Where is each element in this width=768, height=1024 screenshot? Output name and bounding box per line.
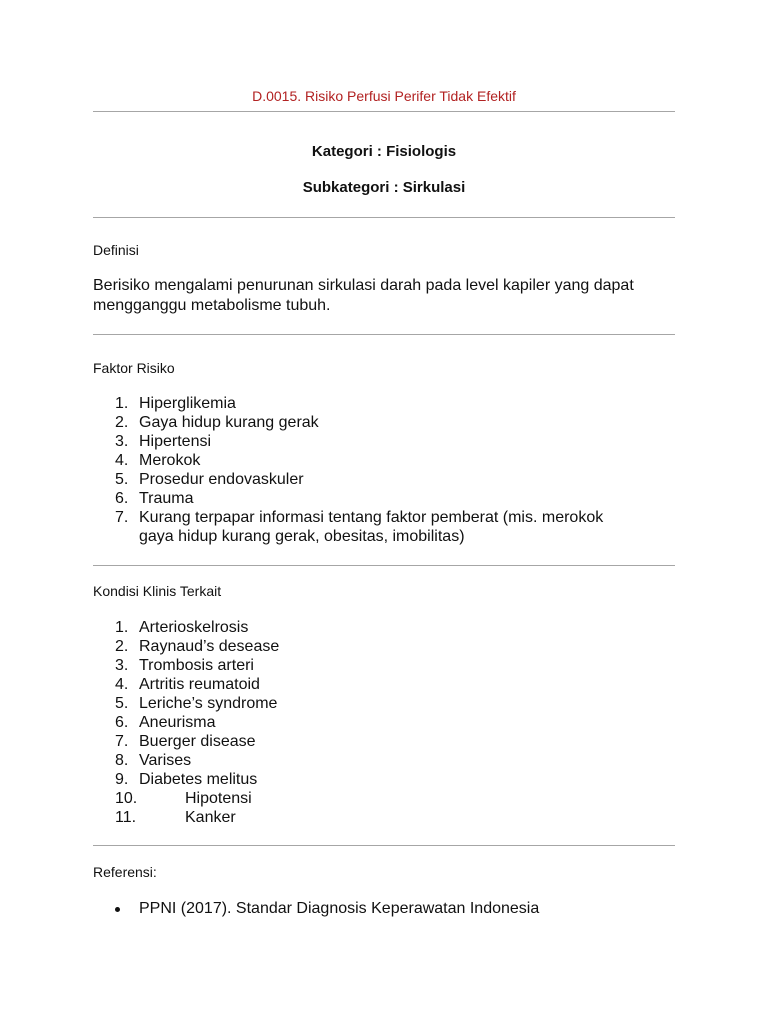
list-item	[93, 808, 675, 827]
list-item-text: Leriche’s syndrome	[139, 695, 278, 712]
list-number: 6.	[115, 490, 129, 507]
list-item	[93, 489, 675, 508]
list-number: 2.	[115, 638, 129, 655]
faktor-risiko-list	[93, 394, 675, 546]
kondisi-klinis-list	[93, 618, 675, 827]
list-item	[93, 656, 675, 675]
referensi-list	[93, 899, 539, 919]
definisi-label: Definisi	[93, 242, 139, 258]
list-number: 6.	[115, 714, 129, 731]
list-number: 8.	[115, 752, 129, 769]
list-item-text: Hipotensi	[185, 790, 252, 807]
list-number: 11.	[115, 809, 137, 826]
list-number: 9.	[115, 771, 129, 788]
list-item-text: Kurang terpapar informasi tentang faktor pemberat (mis. merokok gaya hidup kurang gerak, obesitas, imobilitas)	[139, 509, 604, 545]
list-number: 7.	[115, 733, 129, 750]
list-number: 5.	[115, 695, 129, 712]
faktor-risiko-label: Faktor Risiko	[93, 360, 175, 376]
kondisi-klinis-label: Kondisi Klinis Terkait	[93, 583, 222, 599]
divider	[93, 217, 675, 218]
referensi-label: Referensi:	[93, 864, 157, 880]
list-item	[93, 694, 675, 713]
list-number: 5.	[115, 471, 129, 488]
list-item-text: Merokok	[139, 452, 201, 469]
list-item-text: Varises	[139, 752, 192, 769]
list-item	[93, 413, 675, 432]
list-item-text: Diabetes melitus	[139, 771, 258, 788]
list-number: 2.	[115, 414, 129, 431]
list-item	[93, 637, 675, 656]
list-item-text: Trauma	[139, 490, 194, 507]
bullet-icon	[115, 907, 120, 912]
list-number: 3.	[115, 657, 129, 674]
list-item-text: Raynaud’s desease	[139, 638, 280, 655]
list-item-text: Hipertensi	[139, 433, 212, 450]
list-item-text: Kanker	[185, 809, 236, 826]
list-number: 4.	[115, 676, 129, 693]
list-item	[93, 618, 675, 637]
list-item	[93, 451, 675, 470]
list-item-text: Prosedur endovaskuler	[139, 471, 304, 488]
list-item-text: Artritis reumatoid	[139, 676, 260, 693]
list-item-text: Arterioskelrosis	[139, 619, 249, 636]
subkategori-heading: Subkategori : Sirkulasi	[302, 179, 466, 196]
list-item	[93, 732, 675, 751]
divider	[93, 565, 675, 566]
list-item	[93, 751, 675, 770]
list-item-text: PPNI (2017). Standar Diagnosis Keperawatan Indonesia	[139, 900, 540, 917]
divider	[93, 334, 675, 335]
list-item	[93, 770, 675, 789]
list-item	[93, 675, 675, 694]
list-item-text: Gaya hidup kurang gerak	[139, 414, 319, 431]
list-number: 7.	[115, 509, 129, 526]
kategori-heading: Kategori : Fisiologis	[311, 143, 457, 160]
list-item	[93, 508, 639, 546]
document-title: D.0015. Risiko Perfusi Perifer Tidak Efektif	[252, 88, 516, 104]
list-item	[93, 899, 539, 919]
list-item-text: Buerger disease	[139, 733, 256, 750]
list-item	[93, 470, 675, 489]
list-number: 1.	[115, 395, 129, 412]
list-item	[93, 394, 675, 413]
list-number: 10.	[115, 790, 138, 807]
list-number: 4.	[115, 452, 129, 469]
definisi-text: Berisiko mengalami penurunan sirkulasi darah pada level kapiler yang dapat mengganggu metabolisme tubuh.	[93, 277, 634, 314]
list-number: 3.	[115, 433, 129, 450]
list-item-text: Hiperglikemia	[139, 395, 236, 412]
list-item	[93, 432, 675, 451]
list-number: 1.	[115, 619, 129, 636]
divider	[93, 845, 675, 846]
divider	[93, 111, 675, 112]
list-item-text: Aneurisma	[139, 714, 216, 731]
list-item	[93, 713, 675, 732]
list-item-text: Trombosis arteri	[139, 657, 254, 674]
list-item	[93, 789, 675, 808]
